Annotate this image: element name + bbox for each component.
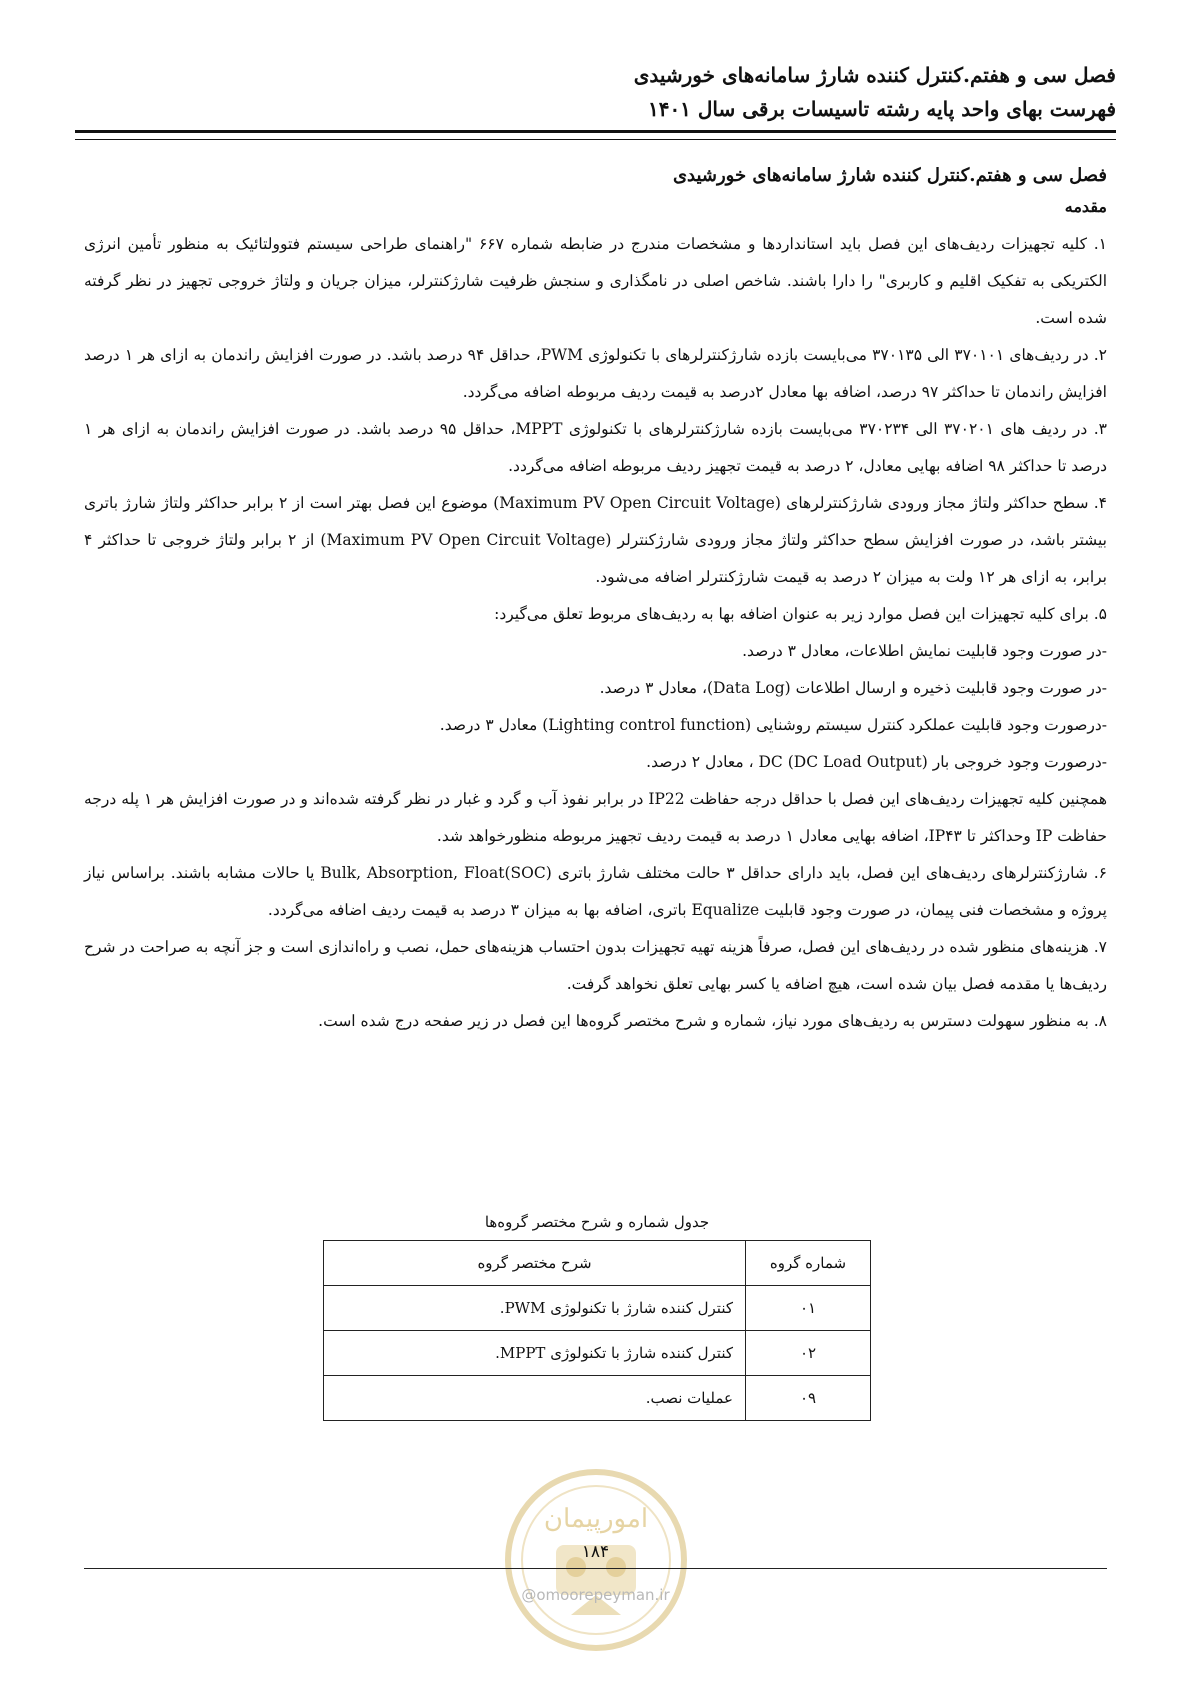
paragraph-4: ۴. سطح حداکثر ولتاژ مجاز ورودی شارژکنترلرهای (Maximum PV Open Circuit Voltage) موضوع این فصل بهتر است از ۲ برابر حداکثر ولتاژ شارژ باتری بیشتر باشد، در صورت افزایش سطح حداکثر ولتاژ مجاز ورودی شارژکنترلر (Maximum PV Open Circuit Voltage) از ۲ برابر ولتاژ خروجی تا حداکثر ۴ برابر، به ازای هر ۱۲ ولت به میزان ۲ درصد به قیمت شارژکنترلر اضافه می‌شود. — [84, 494, 1107, 586]
paragraph-6: ۶. شارژکنترلرهای ردیف‌های این فصل، باید دارای حداقل ۳ حالت مختلف شارژ باتری (Bulk, Absorption, Float(SOC یا حالات مشابه باشند. براساس نیاز پروژه و مشخصات فنی پیمان، در صورت وجود قابلیت Equalize باتری، اضافه بها به میزان ۳ درصد به قیمت ردیف اضافه می‌گردد. — [84, 864, 1107, 919]
watermark-text: @omoorepeyman.ir — [521, 1586, 670, 1604]
list-item-lighting: -درصورت وجود قابلیت عملکرد کنترل سیستم روشنایی (Lighting control function) معادل ۳ درصد. — [439, 716, 1107, 734]
paragraph-8: ۸. به منظور سهولت دسترس به ردیف‌های مورد نیاز، شماره و شرح مختصر گروه‌ها این فصل در زیر صفحه درج شده است. — [318, 1012, 1107, 1030]
groups-table — [323, 1240, 871, 1421]
list-item-dc-load: -درصورت وجود خروجی بار DC (DC Load Output) ، معادل ۲ درصد. — [646, 753, 1107, 771]
header-chapter-title: فصل سی و هفتم.کنترل کننده شارژ سامانه‌های خورشیدی — [633, 63, 1116, 87]
table-header-row — [324, 1241, 871, 1286]
header-group-number: شماره گروه — [746, 1241, 871, 1286]
group-number: ۰۲ — [746, 1331, 871, 1376]
group-number: ۰۱ — [746, 1286, 871, 1331]
page-header — [75, 58, 1116, 126]
list-item-data-log: -در صورت وجود قابلیت ذخیره و ارسال اطلاعات (Data Log)، معادل ۳ درصد. — [599, 679, 1107, 697]
paragraph-2: ۲. در ردیف‌های ۳۷۰۱۰۱ الی ۳۷۰۱۳۵ می‌بایست بازده شارژکنترلرهای با تکنولوژی PWM، حداقل ۹۴ درصد باشد. در صورت افزایش راندمان به ازای هر ۱ درصد افزایش راندمان تا حداکثر ۹۷ درصد، اضافه بها معادل ۲درصد به قیمت ردیف مربوطه اضافه می‌گردد. — [84, 346, 1107, 401]
group-number: ۰۹ — [746, 1376, 871, 1421]
footer-divider — [84, 1568, 1107, 1569]
svg-text:امورپیمان: امورپیمان — [543, 1504, 649, 1534]
table-row — [324, 1331, 871, 1376]
table-row — [324, 1376, 871, 1421]
section-title: فصل سی و هفتم.کنترل کننده شارژ سامانه‌های خورشیدی — [672, 165, 1107, 186]
main-content — [84, 160, 1107, 1040]
group-description: عملیات نصب. — [324, 1376, 746, 1421]
page-number: ۱۸۴ — [581, 1542, 610, 1562]
paragraph-1: ۱. کلیه تجهیزات ردیف‌های این فصل باید استانداردها و مشخصات مندرج در ضابطه شماره ۶۶۷ "راهنمای طراحی سیستم فتوولتائیک به منظور تأمین انرژی الکتریکی به تفکیک اقلیم و کاربری" را دارا باشند. شاخص اصلی در نامگذاری و سنجش ظرفیت شارژکنترلر، میزان جریان و ولتاژ خروجی تجهیز در نظر گرفته شده است. — [84, 235, 1107, 327]
group-description: کنترل کننده شارژ با تکنولوژی PWM. — [324, 1286, 746, 1331]
table-caption: جدول شماره و شرح مختصر گروه‌ها — [484, 1213, 710, 1231]
header-group-description: شرح مختصر گروه — [324, 1241, 746, 1286]
group-description: کنترل کننده شارژ با تکنولوژی MPPT. — [324, 1331, 746, 1376]
section-subtitle: مقدمه — [1064, 197, 1107, 216]
paragraph-3: ۳. در ردیف های ۳۷۰۲۰۱ الی ۳۷۰۲۳۴ می‌بایست بازده شارژکنترلرهای با تکنولوژی MPPT، حداقل ۹۵ درصد باشد. در صورت افزایش راندمان به ازای هر ۱ درصد تا حداکثر ۹۸ اضافه بهایی معادل، ۲ درصد به قیمت تجهیز ردیف مربوطه اضافه می‌گردد. — [84, 420, 1107, 475]
table-row — [324, 1286, 871, 1331]
groups-table-section — [323, 1208, 871, 1421]
header-divider — [75, 130, 1116, 140]
list-item-display: -در صورت وجود قابلیت نمایش اطلاعات، معادل ۳ درصد. — [742, 642, 1107, 660]
paragraph-ip: همچنین کلیه تجهیزات ردیف‌های این فصل با حداقل درجه حفاظت IP22 در برابر نفوذ آب و گرد و غبار در نظر گرفته شده‌اند و در صورت افزایش هر ۱ پله درجه حفاظت IP وحداکثر تا IP۴۳، اضافه بهایی معادل ۱ درصد به قیمت ردیف تجهیز مربوطه منظورخواهد شد. — [84, 790, 1107, 845]
paragraph-7: ۷. هزینه‌های منظور شده در ردیف‌های این فصل، صرفاً هزینه تهیه تجهیزات بدون احتساب هزینه‌های حمل، نصب و راه‌اندازی است و جز آنچه به صراحت در شرح ردیف‌ها یا مقدمه فصل بیان شده است، هیچ اضافه یا کسر بهایی تعلق نخواهد گرفت. — [84, 938, 1107, 993]
header-book-title: فهرست بهای واحد پایه رشته تاسیسات برقی سال ۱۴۰۱ — [647, 97, 1116, 121]
paragraph-5: ۵. برای کلیه تجهیزات این فصل موارد زیر به عنوان اضافه بها به ردیف‌های مربوط تعلق می‌گیرد: — [494, 605, 1107, 623]
